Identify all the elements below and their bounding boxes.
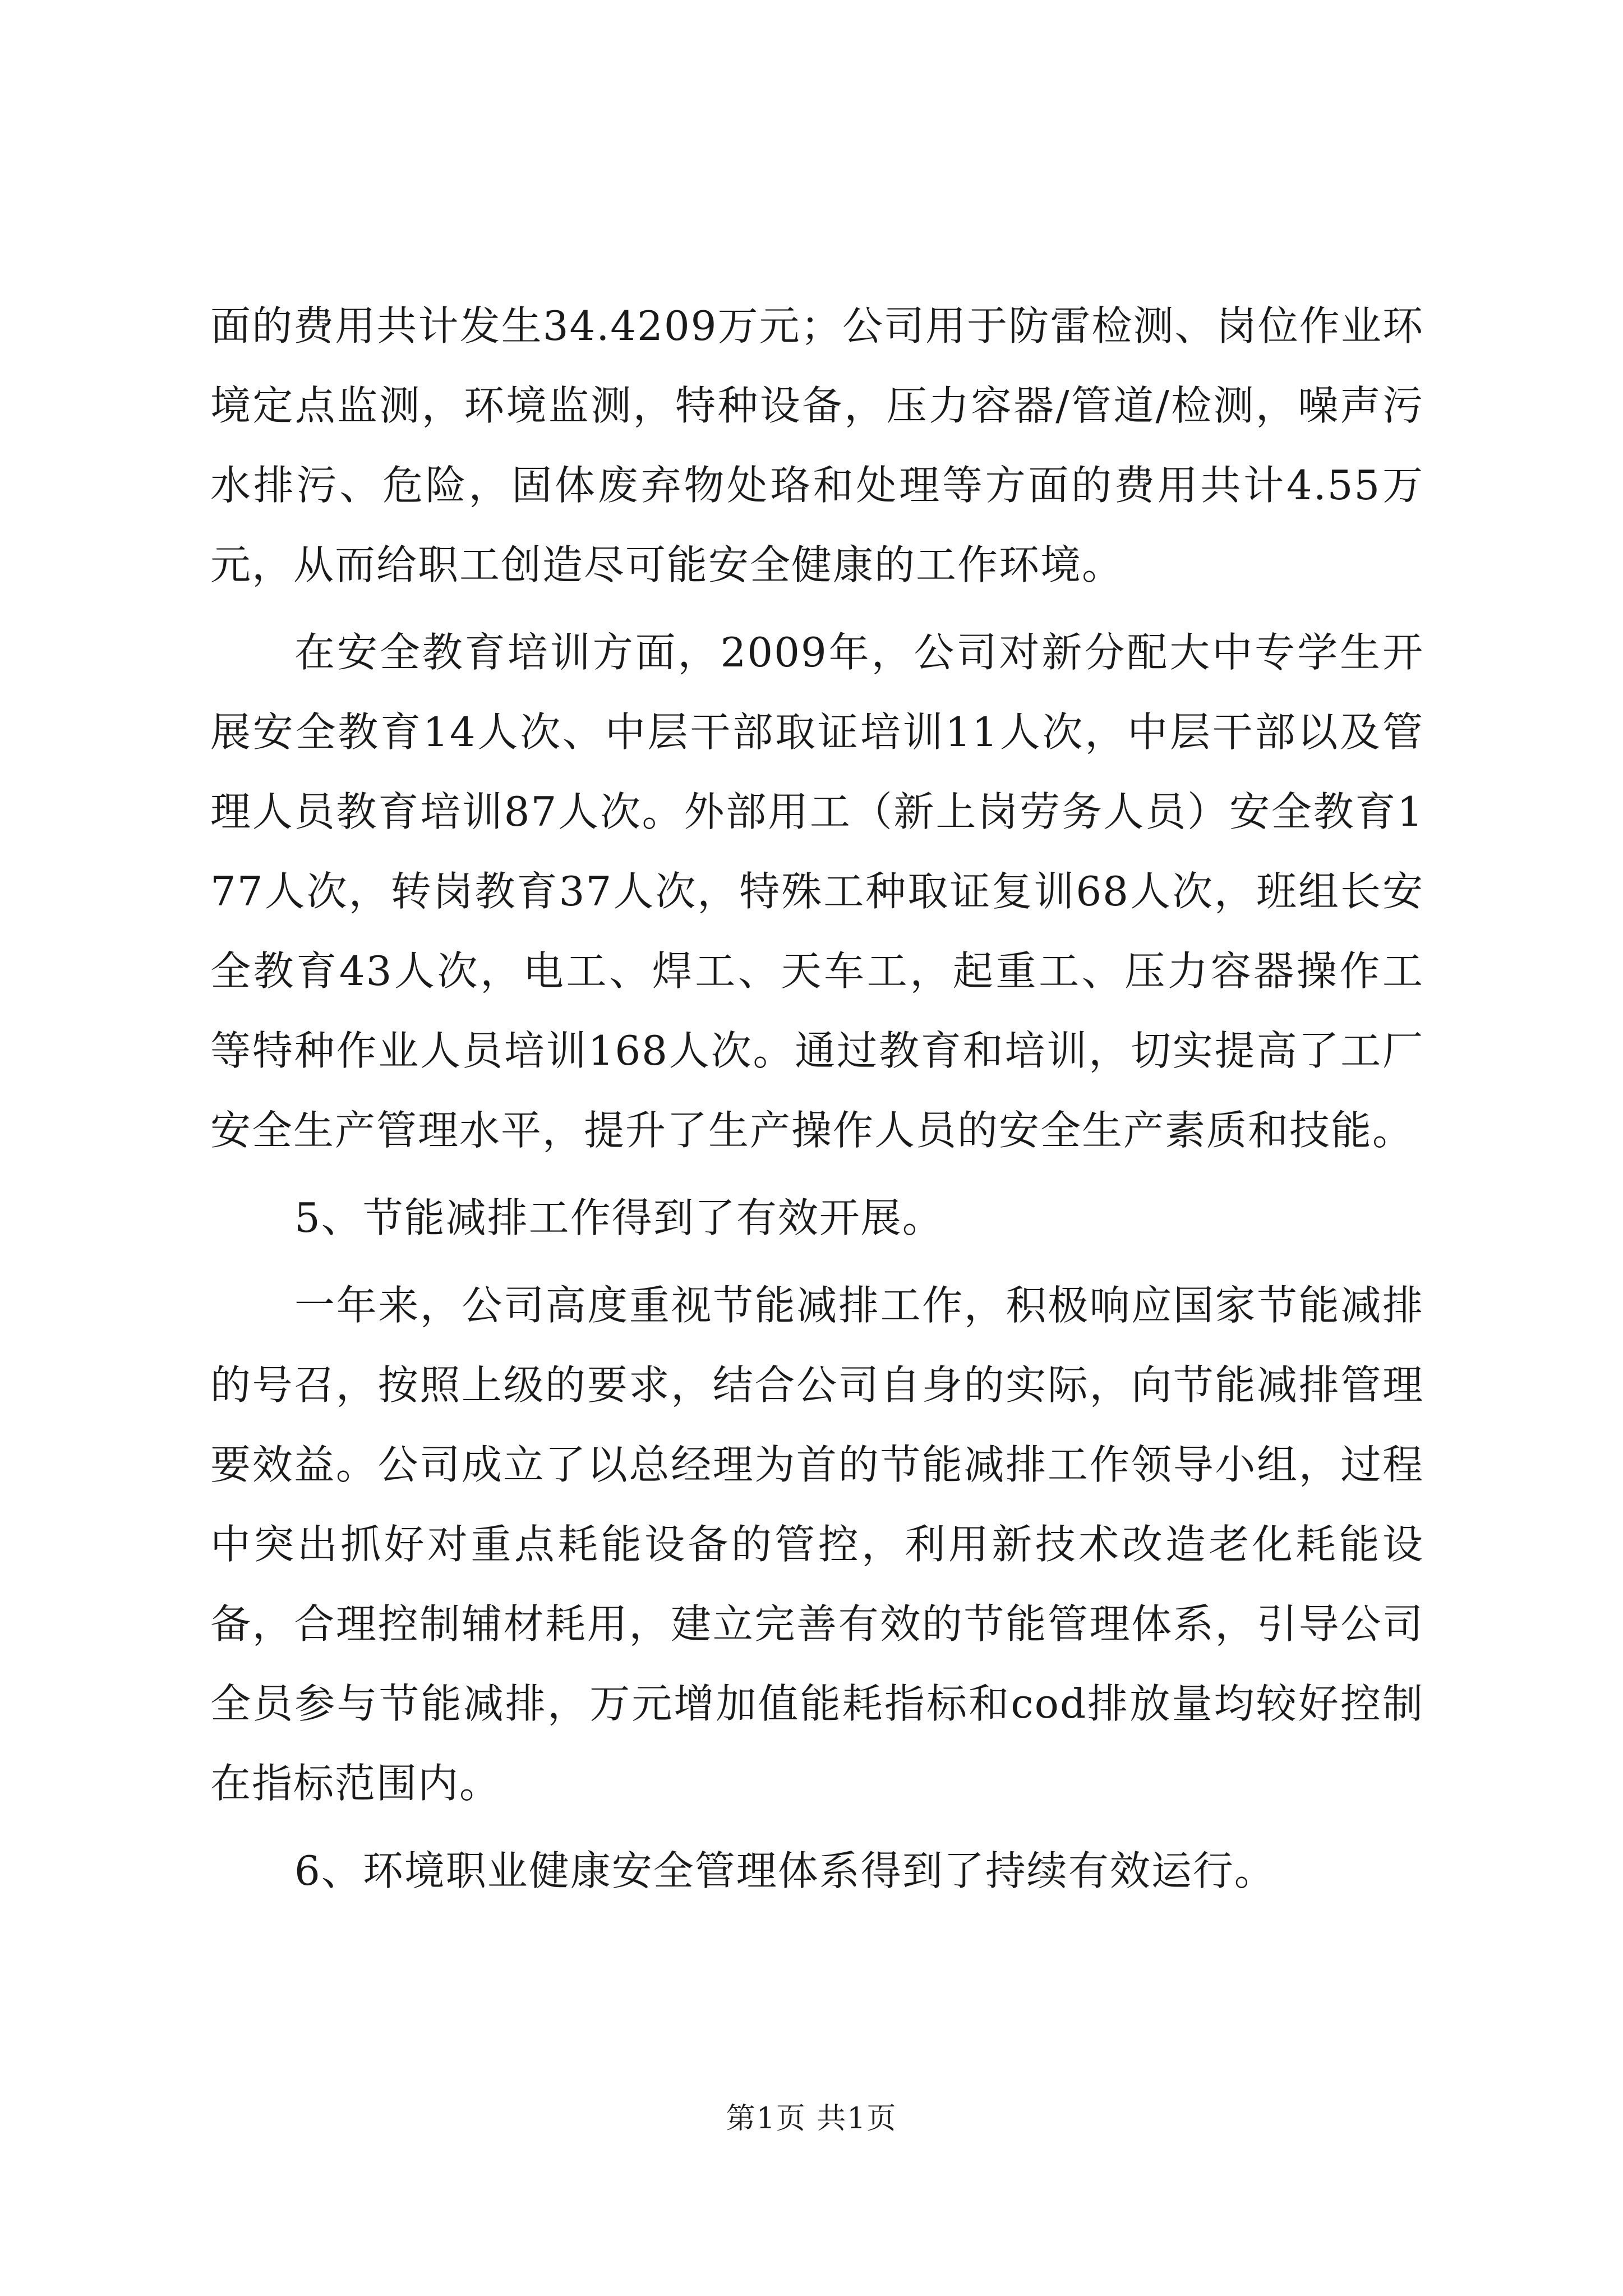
document-body bbox=[210, 286, 1424, 1918]
heading-energy-saving: 5、节能减排工作得到了有效开展。 bbox=[294, 1194, 944, 1241]
paragraph-safety-training: 在安全教育培训方面，2009年，公司对新分配大中专学生开展安全教育14人次、中层干部取证培训11人次，中层干部以及管理人员教育培训87人次。外部用工（新上岗劳务人员）安全教育177人次，转岗教育37人次，特殊工种取证复训68人次，班组长安全教育43人次，电工、焊工、天车工，起重工、压力容器操作工等特种作业人员培训168人次。通过教育和培训，切实提高了工厂安全生产管理水平，提升了生产操作人员的安全生产素质和技能。 bbox=[210, 629, 1424, 1154]
heading-management-system: 6、环境职业健康安全管理体系得到了持续有效运行。 bbox=[294, 1847, 1276, 1894]
page-footer: 第1页 共1页 bbox=[726, 2102, 897, 2136]
paragraph-energy-saving: 一年来，公司高度重视节能减排工作，积极响应国家节能减排的号召，按照上级的要求，结合公司自身的实际，向节能减排管理要效益。公司成立了以总经理为首的节能减排工作领导小组，过程中突出抓好对重点耗能设备的管控，利用新技术改造老化耗能设备，合理控制辅材耗用，建立完善有效的节能管理体系，引导公司全员参与节能减排，万元增加值能耗指标和cod排放量均较好控制在指标范围内。 bbox=[210, 1282, 1424, 1807]
paragraph-expenses: 面的费用共计发生34.4209万元；公司用于防雷检测、岗位作业环境定点监测，环境监测，特种设备，压力容器/管道/检测，噪声污水排污、危险，固体废弃物处珞和处理等方面的费用共计4.55万元，从而给职工创造尽可能安全健康的工作环境。 bbox=[210, 302, 1424, 588]
